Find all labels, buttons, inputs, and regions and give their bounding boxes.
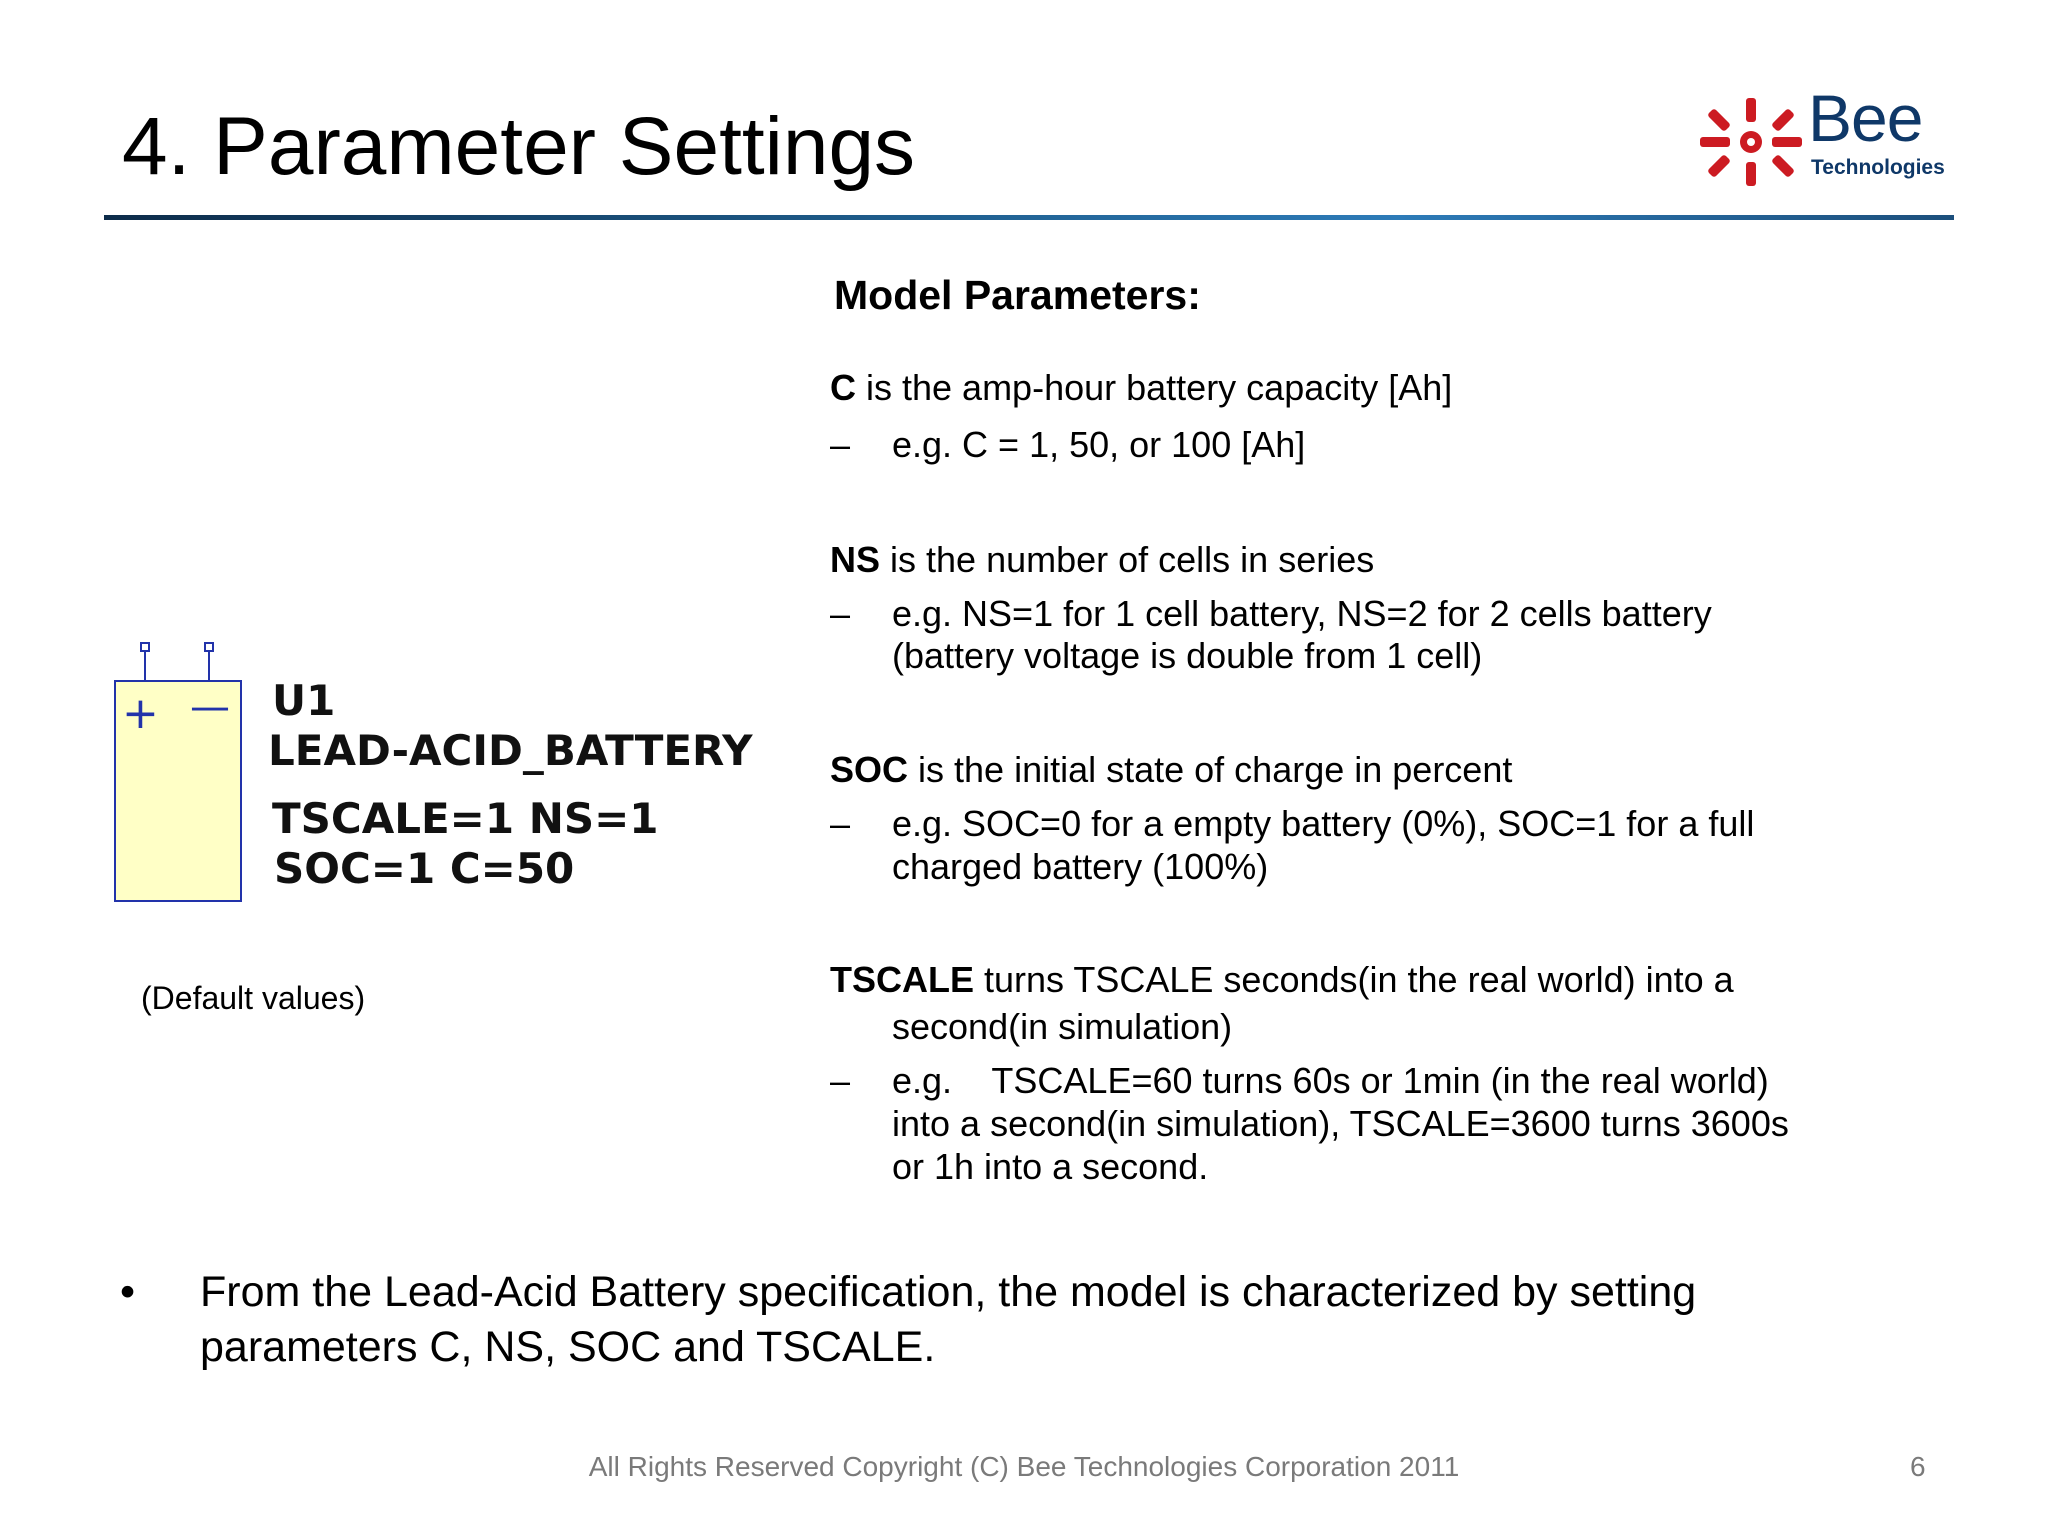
param-tscale-description-cont: second(in simulation) — [892, 1006, 1233, 1047]
param-ns-description — [830, 539, 1374, 581]
param-soc-example-line-1: e.g. SOC=0 for a empty battery (0%), SOC=1 for a full — [892, 803, 1755, 844]
param-soc-text: is the initial state of charge in percent — [908, 749, 1513, 790]
param-c-description — [830, 367, 1452, 409]
symbol-part-name: LEAD-ACID_BATTERY — [268, 726, 753, 775]
page-number: 6 — [1910, 1451, 1926, 1482]
minus-sign: — — [190, 684, 230, 730]
dash-marker: – — [830, 424, 851, 465]
plus-sign: + — [122, 688, 159, 739]
symbol-param-line-1: TSCALE=1 NS=1 — [272, 794, 659, 843]
copyright-footer: All Rights Reserved Copyright (C) Bee Technologies Corporation 2011 — [588, 1451, 1460, 1482]
default-values-note: (Default values) — [141, 980, 366, 1016]
battery-schematic-symbol — [110, 640, 790, 920]
param-ns-example-line-1: e.g. NS=1 for 1 cell battery, NS=2 for 2 cells battery — [892, 593, 1712, 634]
title-divider — [104, 215, 1954, 220]
bullet-marker: • — [120, 1268, 136, 1316]
param-ns-example-line-2: (battery voltage is double from 1 cell) — [892, 635, 1483, 676]
param-soc-description — [830, 749, 1512, 791]
summary-bullet-line-1: From the Lead-Acid Battery specification, the model is characterized by setting — [200, 1268, 1697, 1316]
logo-subtitle: Technologies — [1811, 156, 1945, 179]
positive-pin-line — [144, 652, 146, 680]
positive-pin-terminal — [140, 642, 150, 652]
dash-marker: – — [830, 593, 851, 634]
param-tscale-example-line-3: or 1h into a second. — [892, 1146, 1209, 1187]
param-tscale-name: TSCALE — [830, 959, 974, 1000]
logo-wordmark: Bee — [1808, 81, 1923, 155]
param-c-example-text: e.g. C = 1, 50, or 100 [Ah] — [892, 424, 1306, 465]
model-parameters-heading: Model Parameters: — [834, 272, 1201, 318]
param-ns-name: NS — [830, 539, 881, 580]
bee-logo-icon — [1696, 94, 1806, 194]
dash-marker: – — [830, 803, 851, 844]
symbol-param-line-2: SOC=1 C=50 — [274, 844, 575, 893]
param-soc-example-line-2: charged battery (100%) — [892, 846, 1269, 887]
param-soc-name: SOC — [830, 749, 909, 790]
summary-bullet-line-2: parameters C, NS, SOC and TSCALE. — [200, 1323, 936, 1371]
symbol-ref-designator: U1 — [272, 676, 336, 725]
dash-marker: – — [830, 1060, 851, 1101]
param-tscale-example-line-1: e.g. TSCALE=60 turns 60s or 1min (in the real world) — [892, 1060, 1769, 1101]
param-c-name: C — [830, 367, 856, 408]
negative-pin-terminal — [204, 642, 214, 652]
param-ns-text: is the number of cells in series — [880, 539, 1375, 580]
bee-technologies-logo — [1696, 81, 1956, 194]
param-tscale-description — [830, 959, 1734, 1001]
param-c-text: is the amp-hour battery capacity [Ah] — [856, 367, 1453, 408]
slide-title: 4. Parameter Settings — [122, 101, 916, 192]
negative-pin-line — [208, 652, 210, 680]
param-tscale-example-line-2: into a second(in simulation), TSCALE=3600 turns 3600s — [892, 1103, 1789, 1144]
param-tscale-text-1: turns TSCALE seconds(in the real world) into a — [974, 959, 1734, 1000]
